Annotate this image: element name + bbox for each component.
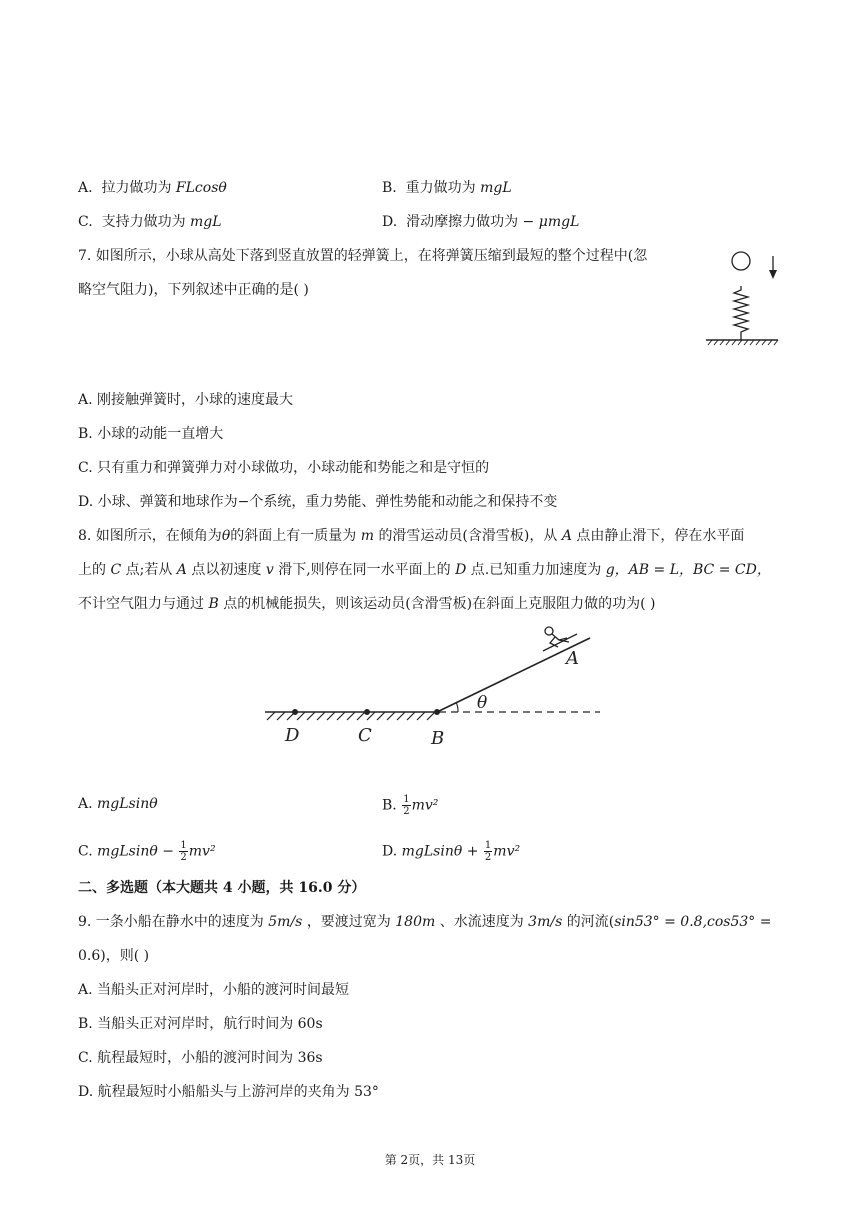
text: 不计空气阻力与通过 [78,596,204,612]
option-label: B. [382,797,397,814]
text: 点由静止滑下，停在水平面 [576,528,745,544]
text: 点以初速度 [191,562,262,578]
q8-stem-line1 [78,526,744,546]
q7-stem-line1: 7. 如图所示，小球从高处下落到竖直放置的轻弹簧上，在将弹簧压缩到最短的整个过程中(忽 [78,248,648,264]
denominator: 2 [180,852,187,863]
q7-option-b: B. 小球的动能一直增大 [78,426,224,442]
option-math: mv² [188,843,216,860]
math: D [455,562,467,578]
math: sin53° = 0.8,cos53° = [614,914,772,930]
option-math: mgL [190,214,222,230]
math: 3m/s [528,914,563,930]
q9-option-c: C. 航程最短时，小船的渡河时间为 36s [78,1050,323,1066]
angle-arc [456,702,458,712]
math: g，AB = L，BC = CD， [605,562,771,578]
math: A [176,562,187,578]
spring [734,286,748,340]
q9-option-a: A. 当船头正对河岸时，小船的渡河时间最短 [78,982,350,998]
text: 8. 如图所示，在倾角为 [78,528,222,544]
math: B [208,596,219,612]
math: 5m/s [268,914,303,930]
point-c [364,709,370,715]
point-b [434,709,440,715]
fraction [402,794,410,817]
q6-option-b [382,178,512,198]
q8-option-d [382,840,520,863]
text: 、水流速度为 [439,914,524,930]
option-label: D. [382,843,398,860]
q9-stem-line2: 0.6)，则( ) [78,948,150,964]
q6-option-c [78,212,222,232]
denominator: 2 [484,852,492,863]
point-d [292,709,298,715]
math: m [360,528,374,544]
option-math: mv² [411,797,439,814]
section-title: 二、多选题（本大题共 4 小题，共 16.0 分） [78,880,366,896]
q7-option-a: A. 刚接触弹簧时，小球的速度最大 [78,392,294,408]
ground-hatch [267,712,435,720]
q7-option-d: D. 小球、弹簧和地球作为−个系统，重力势能、弹性势能和动能之和保持不变 [78,494,558,510]
q7-stem-line2: 略空气阻力)，下列叙述中正确的是( ) [78,282,309,298]
q8-stem-line3 [78,594,656,614]
q6-option-d [382,212,579,232]
q9-option-b: B. 当船头正对河岸时，航行时间为 60s [78,1016,323,1032]
text: 9. 一条小船在静水中的速度为 [78,914,264,930]
q8-stem-line2 [78,560,771,580]
q8-option-c [78,840,216,863]
slope-figure [255,620,605,750]
text: 上的 [78,562,106,578]
option-text: 支持力做功为 [101,214,186,230]
math: 180m [395,914,436,930]
text: 的滑雪运动员(含滑雪板)，从 [378,528,558,544]
label-d: D [285,725,300,746]
option-label: C. [78,214,93,230]
math: C [110,562,122,578]
option-math: − μmgL [522,214,580,230]
numerator: 1 [484,840,492,851]
option-label: C. [78,843,93,860]
option-math: mgLsinθ − [97,843,174,860]
math: A [561,528,572,544]
option-label: A. [78,796,93,812]
ball [732,252,750,270]
q9-option-d: D. 航程最短时小船船头与上游河岸的夹角为 53° [78,1084,379,1100]
label-theta: θ [477,693,488,713]
option-text: 滑动摩擦力做功为 [406,214,519,230]
q8-option-a [78,794,158,814]
option-math: mv² [493,843,521,860]
q7-option-c: C. 只有重力和弹簧弹力对小球做功，小球动能和势能之和是守恒的 [78,460,490,476]
spring-figure [700,248,782,348]
text: 点的机械能损失，则该运动员(含滑雪板)在斜面上克服阻力做的功为( ) [223,596,656,612]
option-label: D. [382,214,398,230]
option-math: mgLsinθ [97,796,158,812]
label-c: C [358,725,372,746]
page-footer: 第 2页，共 13页 [384,1153,476,1167]
denominator: 2 [403,806,410,817]
option-math: mgL [480,180,512,196]
text: 滑下,则停在同一水平面上的 [278,562,451,578]
option-text: 重力做功为 [405,180,476,196]
fraction [484,840,492,863]
down-arrow-head [769,270,777,279]
text: ，要渡过宽为 [306,914,391,930]
numerator: 1 [403,794,410,805]
label-b: B [431,728,445,749]
text: 的斜面上有一质量为 [230,528,357,544]
math: v [265,562,274,578]
text: 点;若从 [125,562,173,578]
option-label: A. [78,180,93,196]
q8-option-b [382,794,438,817]
option-label: B. [382,180,397,196]
text: 的河流( [566,914,615,930]
numerator: 1 [180,840,187,851]
q6-option-a [78,178,227,198]
q9-stem-line1 [78,912,771,932]
fraction [179,840,187,863]
option-math: FLcosθ [175,180,227,196]
label-a: A [566,648,579,669]
text: 点.已知重力加速度为 [470,562,602,578]
math: θ [221,528,231,544]
option-math: mgLsinθ + [401,843,479,860]
option-text: 拉力做功为 [101,180,172,196]
